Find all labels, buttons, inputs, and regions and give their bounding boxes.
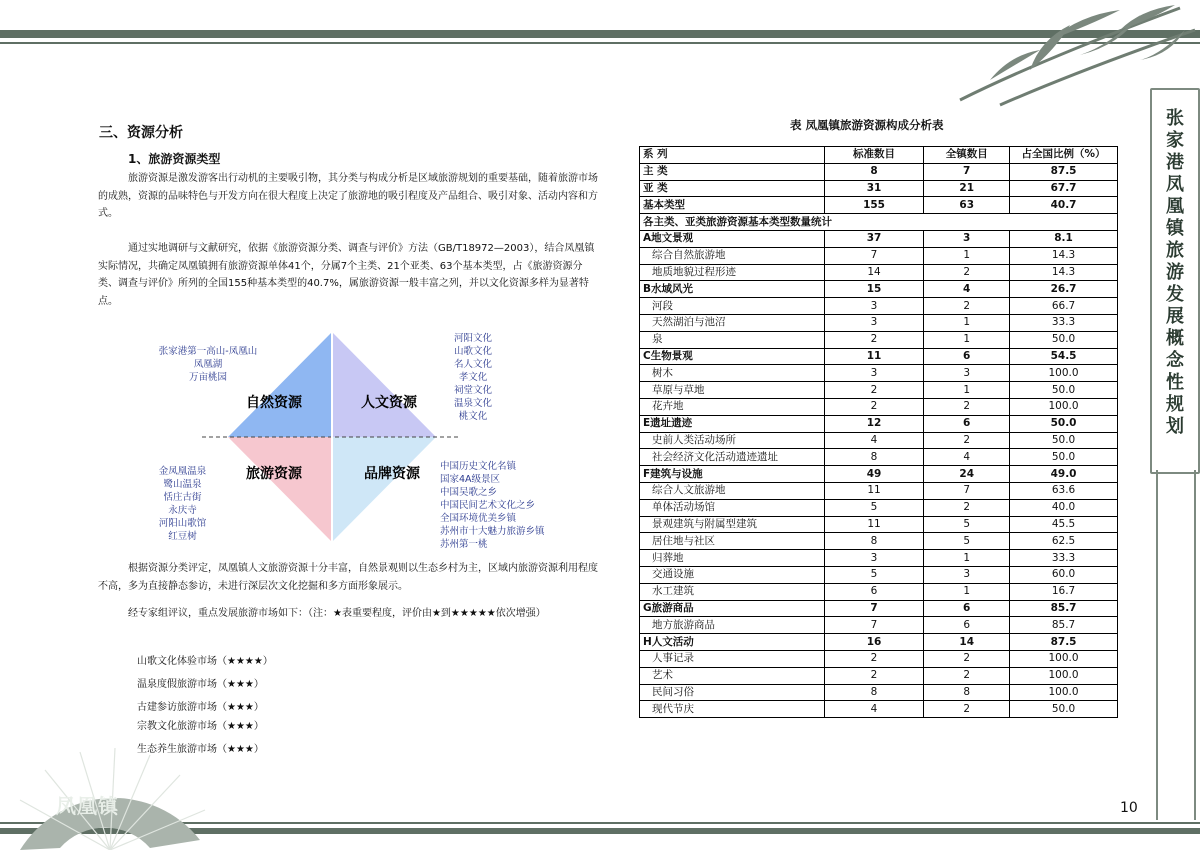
table-row (640, 566, 1118, 583)
brand-items-list (440, 460, 570, 551)
table-cell: 87.5 (1010, 163, 1118, 180)
section-title: 三、资源分析 (99, 125, 183, 141)
table-cell: 2 (924, 701, 1010, 718)
tourism-items-list (150, 465, 215, 543)
paragraph-3: 根据资源分类评定，凤凰镇人文旅游资源十分丰富，自然景观则以生态乡村为主，区域内旅游资源利用程度不高，多为直接静态参访，未进行深层次文化挖掘和多方面形象展示。 (98, 563, 598, 592)
paragraph-1: 旅游资源是激发游客出行动机的主要吸引物，其分类与构成分析是区域旅游规划的重要基础，随着旅游市场的成熟，资源的品味特色与开发方向在很大程度上决定了旅游地的吸引程度及产品组合、吸引对象、活动内容和方式。 (98, 173, 598, 219)
table-cell: 地质地貌过程形迹 (640, 264, 825, 281)
table-cell: 100.0 (1010, 650, 1118, 667)
table-row (640, 617, 1118, 634)
table-cell: 14 (824, 264, 924, 281)
table-cell: 2 (924, 432, 1010, 449)
table-cell: 40.0 (1010, 499, 1118, 516)
table-cell: 树木 (640, 365, 825, 382)
table-row (640, 331, 1118, 348)
table-cell: 33.3 (1010, 550, 1118, 567)
table-cell: 62.5 (1010, 533, 1118, 550)
diagram-list-item: 张家港第一高山-凤凰山 (158, 346, 258, 357)
table-cell: 泉 (640, 331, 825, 348)
table-span-header: 各主类、亚类旅游资源基本类型数量统计 (640, 214, 1118, 231)
table-cell: A地文景观 (640, 230, 825, 247)
diagram-list-item: 中国历史文化名镇 (440, 461, 517, 472)
table-cell: 16 (824, 634, 924, 651)
table-cell: 100.0 (1010, 684, 1118, 701)
table-cell: 66.7 (1010, 298, 1118, 315)
table-cell: 草原与草地 (640, 382, 825, 399)
table-cell: 8 (824, 163, 924, 180)
table-cell: 居住地与社区 (640, 533, 825, 550)
table-cell: 11 (824, 482, 924, 499)
table-cell: 艺术 (640, 667, 825, 684)
table-cell: 6 (924, 415, 1010, 432)
table-cell: 现代节庆 (640, 701, 825, 718)
table-cell: 5 (824, 499, 924, 516)
table-cell: 1 (924, 583, 1010, 600)
table-cell: 63.6 (1010, 482, 1118, 499)
table-cell: 归葬地 (640, 550, 825, 567)
diagram-list-item: 山歌文化 (453, 346, 492, 357)
table-cell: 50.0 (1010, 432, 1118, 449)
table-row (640, 180, 1118, 197)
table-row (640, 650, 1118, 667)
table-cell: 14 (924, 634, 1010, 651)
table-cell: 2 (824, 650, 924, 667)
diagram-list-item: 河阳山歌馆 (158, 518, 207, 529)
table-main-category-row (640, 466, 1118, 483)
table-header-cell: 标准数目 (824, 147, 924, 164)
table-cell: 155 (824, 197, 924, 214)
table-row (640, 264, 1118, 281)
paragraph-2: 通过实地调研与文献研究，依据《旅游资源分类、调查与评价》方法（GB/T18972—2003），结合凤凰镇实际情况，共确定凤凰镇拥有旅游资源单体41个，分属7个主类、21个亚类、63个基本类型，占《旅游资源分类、调查与评价》所列的全国155种基本类型的40.7%，属旅游资源一般丰富之列，并以文化资源多样为显著特点。 (98, 243, 595, 307)
diagram-list-item: 中国民间艺术文化之乡 (440, 500, 536, 511)
table-cell: 地方旅游商品 (640, 617, 825, 634)
table-cell: G旅游商品 (640, 600, 825, 617)
table-cell: 亚 类 (640, 180, 825, 197)
diagram-list-item: 红豆树 (168, 531, 197, 542)
table-cell: B水域风光 (640, 281, 825, 298)
table-cell: 7 (924, 482, 1010, 499)
diagram-list-item: 河阳文化 (453, 333, 492, 344)
diagram-list-item: 万亩桃园 (188, 372, 227, 383)
table-cell: 16.7 (1010, 583, 1118, 600)
table-cell: 60.0 (1010, 566, 1118, 583)
table-cell: 2 (924, 667, 1010, 684)
table-cell: 54.5 (1010, 348, 1118, 365)
table-header-cell: 系 列 (640, 147, 825, 164)
table-cell: 21 (924, 180, 1010, 197)
table-cell: 1 (924, 314, 1010, 331)
table-cell: 8 (924, 684, 1010, 701)
table-cell: 2 (824, 398, 924, 415)
resource-table (639, 146, 1118, 718)
diagram-list-item: 名人文化 (453, 359, 492, 370)
table-main-category-row (640, 600, 1118, 617)
table-header-cell: 占全国比例（%） (1010, 147, 1118, 164)
right-frame (1150, 470, 1200, 830)
table-cell: 67.7 (1010, 180, 1118, 197)
diagram-list-item: 桃文化 (458, 411, 488, 422)
table-cell: 社会经济文化活动遗迹遗址 (640, 449, 825, 466)
table-cell: 11 (824, 348, 924, 365)
table-cell: 2 (924, 264, 1010, 281)
cultural-quadrant (332, 332, 436, 437)
table-header-cell: 全镇数目 (924, 147, 1010, 164)
table-cell: 1 (924, 550, 1010, 567)
table-cell: 45.5 (1010, 516, 1118, 533)
table-cell: 5 (924, 533, 1010, 550)
table-cell: 5 (824, 566, 924, 583)
market-item: 古建参访旅游市场（★★★） (137, 702, 264, 713)
table-row (640, 365, 1118, 382)
diagram-list-item: 鹭山温泉 (163, 479, 202, 490)
table-row (640, 449, 1118, 466)
table-cell: 河段 (640, 298, 825, 315)
table-cell: 综合自然旅游地 (640, 247, 825, 264)
table-cell: 景观建筑与附属型建筑 (640, 516, 825, 533)
table-main-category-row (640, 348, 1118, 365)
table-cell: 2 (924, 499, 1010, 516)
table-cell: 37 (824, 230, 924, 247)
table-cell: 12 (824, 415, 924, 432)
table-cell: 花卉地 (640, 398, 825, 415)
cultural-label: 人文资源 (361, 395, 417, 411)
table-title: 表 凤凰镇旅游资源构成分析表 (790, 118, 944, 132)
table-cell: 6 (824, 583, 924, 600)
table-cell: 50.0 (1010, 382, 1118, 399)
diagram-list-item: 苏州市十大魅力旅游乡镇 (440, 526, 545, 537)
table-cell: 2 (924, 398, 1010, 415)
diagram-list-item: 苏州第一桃 (440, 539, 488, 550)
table-cell: 5 (924, 516, 1010, 533)
table-cell: 2 (824, 382, 924, 399)
table-row (640, 516, 1118, 533)
market-item: 山歌文化体验市场（★★★★） (137, 656, 273, 667)
table-cell: 综合人文旅游地 (640, 482, 825, 499)
page-number: 10 (1120, 800, 1138, 816)
table-cell: 3 (824, 298, 924, 315)
diagram-list-item: 孝文化 (458, 372, 488, 383)
table-cell: E遗址遗迹 (640, 415, 825, 432)
table-cell: 4 (924, 449, 1010, 466)
table-cell: 8 (824, 684, 924, 701)
table-cell: 3 (924, 365, 1010, 382)
diagram-list-item: 永庆寺 (168, 505, 197, 516)
table-cell: 33.3 (1010, 314, 1118, 331)
table-cell: 4 (924, 281, 1010, 298)
table-cell: 民间习俗 (640, 684, 825, 701)
table-cell: 8.1 (1010, 230, 1118, 247)
table-cell: 8 (824, 533, 924, 550)
table-cell: 8 (824, 449, 924, 466)
table-row (640, 382, 1118, 399)
table-cell: C生物景观 (640, 348, 825, 365)
table-main-category-row (640, 415, 1118, 432)
diagram-list-item: 温泉文化 (453, 398, 492, 409)
table-cell: 1 (924, 331, 1010, 348)
table-row (640, 482, 1118, 499)
table-cell: 7 (824, 617, 924, 634)
table-row (640, 197, 1118, 214)
table-main-category-row (640, 634, 1118, 651)
table-cell: 7 (824, 247, 924, 264)
diagram-list-item: 金凤凰温泉 (158, 466, 207, 477)
table-cell: 天然湖泊与池沼 (640, 314, 825, 331)
table-cell: 26.7 (1010, 281, 1118, 298)
table-cell: 40.7 (1010, 197, 1118, 214)
natural-items-list (148, 345, 268, 384)
table-cell: 11 (824, 516, 924, 533)
table-cell: 3 (924, 566, 1010, 583)
table-cell: 7 (824, 600, 924, 617)
natural-label: 自然资源 (246, 395, 302, 411)
table-cell: 85.7 (1010, 600, 1118, 617)
table-row (640, 298, 1118, 315)
table-row (640, 499, 1118, 516)
table-cell: 单体活动场馆 (640, 499, 825, 516)
paragraph-4: 经专家组评议，重点发展旅游市场如下：（注：★表重要程度，评价由★到★★★★★依次增强） (128, 608, 546, 619)
table-cell: 2 (924, 298, 1010, 315)
table-cell: F建筑与设施 (640, 466, 825, 483)
market-item: 宗教文化旅游市场（★★★） (137, 721, 264, 732)
table-cell: 3 (824, 550, 924, 567)
table-main-category-row (640, 281, 1118, 298)
table-cell: 85.7 (1010, 617, 1118, 634)
side-title-box (1150, 88, 1200, 474)
tourism-label: 旅游资源 (246, 466, 302, 482)
table-cell: 15 (824, 281, 924, 298)
diagram-list-item: 恬庄古街 (163, 492, 202, 503)
table-row (640, 432, 1118, 449)
table-cell: 31 (824, 180, 924, 197)
table-cell: 24 (924, 466, 1010, 483)
table-cell: 87.5 (1010, 634, 1118, 651)
table-cell: 2 (824, 331, 924, 348)
table-cell: 基本类型 (640, 197, 825, 214)
table-cell: 14.3 (1010, 247, 1118, 264)
table-row (640, 684, 1118, 701)
diagram-list-item: 国家4A级景区 (440, 474, 501, 485)
table-cell: 50.0 (1010, 449, 1118, 466)
table-cell: 6 (924, 617, 1010, 634)
table-cell: 50.0 (1010, 701, 1118, 718)
table-cell: 1 (924, 247, 1010, 264)
logo-text: 凤凰镇 (56, 794, 119, 818)
table-cell: 7 (924, 163, 1010, 180)
diagram-list-item: 祠堂文化 (453, 385, 492, 396)
table-cell: 100.0 (1010, 398, 1118, 415)
table-cell: 史前人类活动场所 (640, 432, 825, 449)
diagram-list-item: 凤凰湖 (193, 359, 223, 370)
table-cell: 50.0 (1010, 415, 1118, 432)
table-header-row (640, 147, 1118, 164)
table-row (640, 701, 1118, 718)
table-main-category-row (640, 230, 1118, 247)
table-row (640, 247, 1118, 264)
brand-label: 品牌资源 (364, 466, 420, 482)
market-item: 生态养生旅游市场（★★★） (137, 744, 264, 755)
table-span-row (640, 214, 1118, 231)
table-row (640, 398, 1118, 415)
table-cell: 4 (824, 701, 924, 718)
table-cell: 49.0 (1010, 466, 1118, 483)
table-cell: 3 (924, 230, 1010, 247)
table-row (640, 533, 1118, 550)
table-cell: 主 类 (640, 163, 825, 180)
table-row (640, 163, 1118, 180)
table-cell: 49 (824, 466, 924, 483)
table-row (640, 583, 1118, 600)
side-title: 张 家 港 凤 凰 镇 旅 游 发 展 概 念 性 规 划 (1166, 108, 1184, 437)
cultural-items-list (445, 332, 501, 423)
diagram-list-item: 全国环境优美乡镇 (440, 513, 517, 524)
table-cell: H人文活动 (640, 634, 825, 651)
table-cell: 3 (824, 314, 924, 331)
diagram-list-item: 中国吴歌之乡 (440, 487, 498, 498)
table-cell: 2 (924, 650, 1010, 667)
table-cell: 3 (824, 365, 924, 382)
table-row (640, 314, 1118, 331)
table-cell: 100.0 (1010, 365, 1118, 382)
section-subtitle: 1、旅游资源类型 (128, 152, 221, 166)
table-cell: 2 (824, 667, 924, 684)
market-item: 温泉度假旅游市场（★★★） (137, 679, 264, 690)
tourism-quadrant (228, 437, 332, 542)
table-cell: 14.3 (1010, 264, 1118, 281)
table-cell: 50.0 (1010, 331, 1118, 348)
table-row (640, 550, 1118, 567)
table-cell: 人事记录 (640, 650, 825, 667)
table-cell: 6 (924, 348, 1010, 365)
table-cell: 1 (924, 382, 1010, 399)
table-cell: 4 (824, 432, 924, 449)
brand-quadrant (332, 437, 436, 542)
table-cell: 6 (924, 600, 1010, 617)
table-row (640, 667, 1118, 684)
table-cell: 水工建筑 (640, 583, 825, 600)
table-cell: 100.0 (1010, 667, 1118, 684)
table-cell: 63 (924, 197, 1010, 214)
table-cell: 交通设施 (640, 566, 825, 583)
